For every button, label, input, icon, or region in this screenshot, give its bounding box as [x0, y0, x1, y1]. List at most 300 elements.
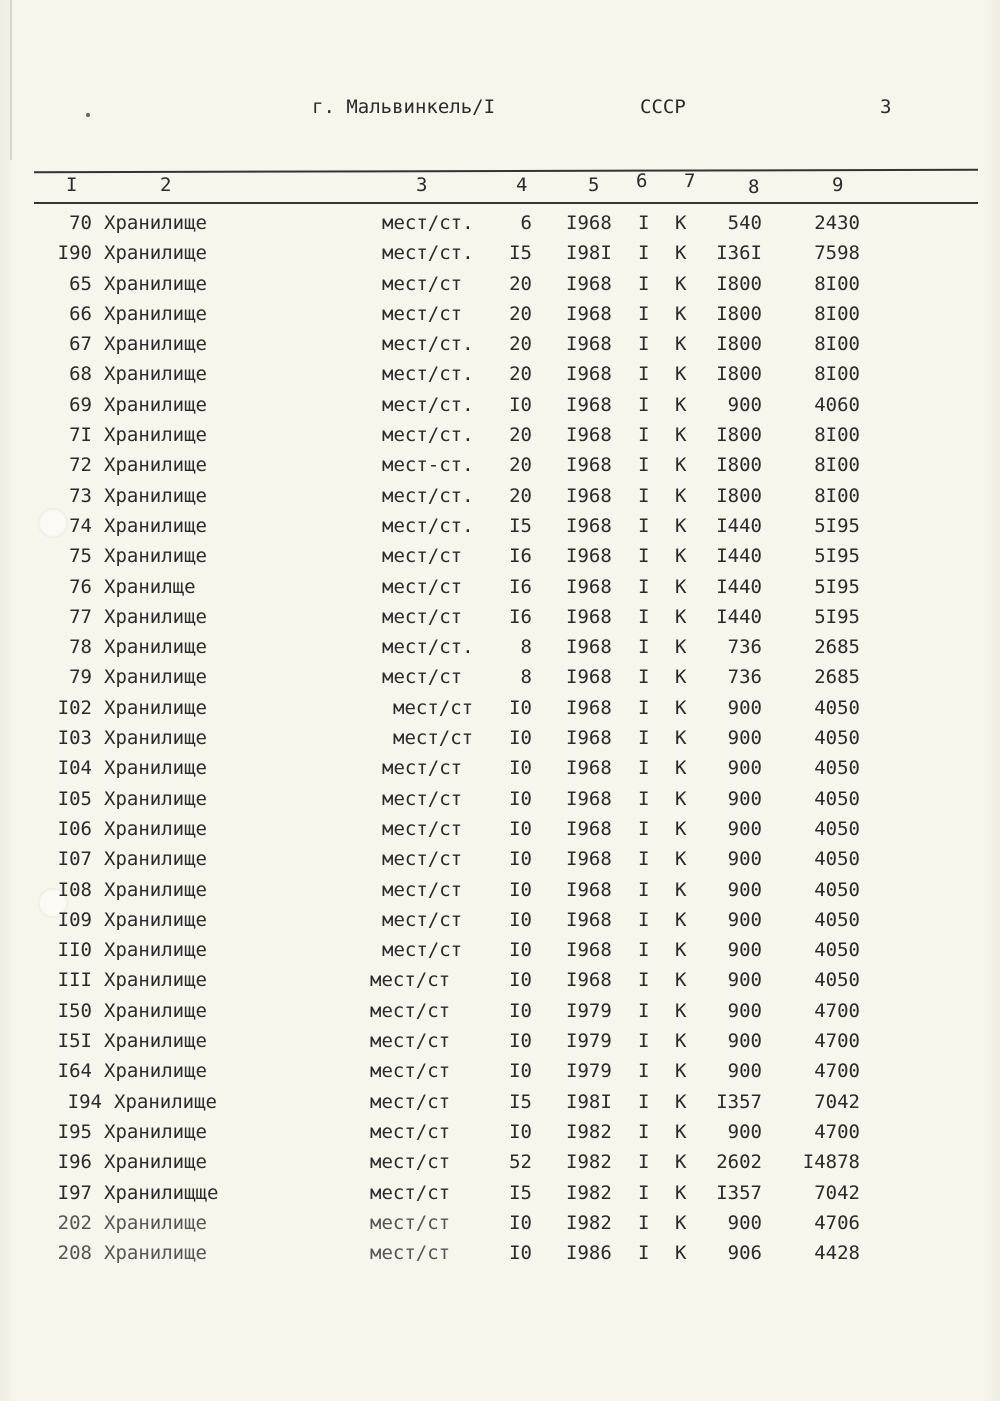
col-header-1: I — [66, 174, 78, 196]
table-row — [0, 1208, 1000, 1238]
row-col6: I — [638, 817, 650, 840]
row-number: 72 — [69, 454, 92, 477]
row-col4: I5 — [509, 1181, 532, 1204]
table-top-rule — [34, 169, 978, 173]
row-col4: 20 — [509, 272, 532, 295]
row-name: Хранилище — [104, 393, 207, 416]
row-col9: 2685 — [814, 666, 860, 689]
row-col8: 906 — [727, 1242, 762, 1265]
table-row — [0, 632, 1000, 662]
row-col8: I357 — [716, 1090, 762, 1113]
row-col6: I — [638, 514, 650, 537]
row-col9: 5I95 — [814, 514, 860, 537]
row-col7: К — [675, 1120, 687, 1143]
row-col6: I — [638, 908, 650, 931]
row-col8: I440 — [716, 605, 762, 628]
row-name: Хранилище — [104, 969, 207, 992]
row-col6: I — [638, 424, 650, 447]
row-year: I968 — [566, 333, 612, 356]
row-type: мест/ст — [370, 1211, 451, 1234]
row-col9: 4700 — [814, 1120, 860, 1143]
row-number: I03 — [57, 727, 92, 750]
table-row — [0, 481, 1000, 511]
table-row — [0, 541, 1000, 571]
row-year: I968 — [566, 545, 612, 568]
row-col7: К — [675, 636, 687, 659]
table-row — [0, 784, 1000, 814]
row-col8: I440 — [716, 545, 762, 568]
row-col6: I — [638, 757, 650, 780]
row-col4: 20 — [509, 454, 532, 477]
row-col4: I0 — [509, 908, 532, 931]
row-col9: 4700 — [814, 1060, 860, 1083]
row-col6: I — [638, 848, 650, 871]
row-col7: К — [675, 484, 687, 507]
row-col6: I — [638, 1060, 650, 1083]
table-row — [0, 996, 1000, 1026]
row-col6: I — [638, 969, 650, 992]
row-number: 75 — [69, 545, 92, 568]
row-name: Хранилище — [104, 787, 207, 810]
row-col9: 7042 — [814, 1181, 860, 1204]
row-col9: 8I00 — [814, 424, 860, 447]
row-col8: 736 — [727, 636, 762, 659]
row-col8: I800 — [716, 424, 762, 447]
row-col4: 20 — [509, 363, 532, 386]
row-col9: 8I00 — [814, 272, 860, 295]
row-year: I98I — [566, 1090, 612, 1113]
row-col8: 900 — [727, 787, 762, 810]
row-number: 65 — [69, 272, 92, 295]
table-row — [0, 1026, 1000, 1056]
table-row — [0, 299, 1000, 329]
row-type: мест/ст — [382, 302, 463, 325]
row-type: мест/ст — [382, 787, 463, 810]
row-name: Хранилище — [104, 666, 207, 689]
row-type: мест/ст — [382, 908, 463, 931]
header-city: г. Мальвинкель/I — [312, 96, 496, 118]
table-row — [0, 905, 1000, 935]
row-name: Хранилище — [104, 636, 207, 659]
table-row — [0, 723, 1000, 753]
row-col6: I — [638, 1181, 650, 1204]
row-col8: 736 — [727, 666, 762, 689]
row-name: Хранилище — [104, 727, 207, 750]
row-col9: 4428 — [814, 1242, 860, 1265]
table-row — [0, 844, 1000, 874]
row-name: Хранилище — [104, 333, 207, 356]
row-type: мест/ст. — [382, 484, 474, 507]
row-year: I968 — [566, 363, 612, 386]
row-number: 78 — [69, 636, 92, 659]
row-type: мест/ст — [382, 605, 463, 628]
row-number: 70 — [69, 212, 92, 234]
row-year: I968 — [566, 666, 612, 689]
table-row — [0, 329, 1000, 359]
header-country: СССР — [640, 96, 686, 118]
row-col7: К — [675, 1211, 687, 1234]
row-col7: К — [675, 696, 687, 719]
row-year: I968 — [566, 484, 612, 507]
row-col6: I — [638, 605, 650, 628]
table-row — [0, 1087, 1000, 1117]
row-year: I986 — [566, 1242, 612, 1265]
row-number: I96 — [57, 1151, 92, 1174]
table-row — [0, 662, 1000, 692]
row-col9: 4050 — [814, 848, 860, 871]
row-number: I04 — [57, 757, 92, 780]
row-col6: I — [638, 727, 650, 750]
row-col6: I — [638, 454, 650, 477]
row-year: I968 — [566, 575, 612, 598]
row-col8: 900 — [727, 393, 762, 416]
table-row — [0, 572, 1000, 602]
row-year: I968 — [566, 514, 612, 537]
row-col6: I — [638, 242, 650, 265]
row-col9: 4050 — [814, 757, 860, 780]
row-type: мест/ст — [370, 1060, 451, 1083]
row-col6: I — [638, 545, 650, 568]
row-year: I968 — [566, 605, 612, 628]
row-col8: 900 — [727, 757, 762, 780]
table-row — [0, 238, 1000, 268]
table-row — [0, 602, 1000, 632]
row-type: мест/ст — [382, 545, 463, 568]
row-type: мест/ст — [382, 848, 463, 871]
row-col7: К — [675, 1151, 687, 1174]
row-col6: I — [638, 1120, 650, 1143]
row-name: Хранилище — [104, 272, 207, 295]
row-col8: 900 — [727, 1120, 762, 1143]
row-year: I968 — [566, 636, 612, 659]
row-col4: I0 — [509, 999, 532, 1022]
row-number: 202 — [57, 1211, 92, 1234]
row-year: I968 — [566, 787, 612, 810]
row-number: I64 — [57, 1060, 92, 1083]
row-name: Хранилищще — [104, 1181, 219, 1204]
row-col9: 4050 — [814, 939, 860, 962]
row-col4: I0 — [509, 1030, 532, 1053]
row-col9: 8I00 — [814, 302, 860, 325]
row-col6: I — [638, 999, 650, 1022]
row-year: I968 — [566, 424, 612, 447]
row-col6: I — [638, 212, 650, 234]
row-col7: К — [675, 545, 687, 568]
row-col4: I0 — [509, 1060, 532, 1083]
table-row — [0, 1117, 1000, 1147]
row-col6: I — [638, 575, 650, 598]
row-col8: 900 — [727, 969, 762, 992]
row-number: 68 — [69, 363, 92, 386]
row-col4: 6 — [520, 212, 532, 234]
row-type: мест/ст — [382, 878, 463, 901]
row-type: мест/ст — [370, 1242, 451, 1265]
row-type: мест/ст — [382, 666, 463, 689]
row-year: I968 — [566, 939, 612, 962]
row-col9: 8I00 — [814, 454, 860, 477]
row-type: мест/ст — [370, 1030, 451, 1053]
row-name: Хранилище — [104, 1211, 207, 1234]
row-col8: 900 — [727, 848, 762, 871]
row-col6: I — [638, 696, 650, 719]
row-name: Хранилище — [114, 1090, 217, 1113]
row-year: I968 — [566, 757, 612, 780]
row-type: мест/ст — [370, 969, 451, 992]
row-col8: I440 — [716, 575, 762, 598]
page-number: 3 — [880, 96, 892, 118]
row-number: 76 — [69, 575, 92, 598]
row-name: Хранилище — [104, 545, 207, 568]
row-col8: I440 — [716, 514, 762, 537]
row-name: Хранилище — [104, 999, 207, 1022]
row-col8: 900 — [727, 1211, 762, 1234]
row-number: 67 — [69, 333, 92, 356]
row-col6: I — [638, 363, 650, 386]
row-col7: К — [675, 302, 687, 325]
row-col9: 4706 — [814, 1211, 860, 1234]
row-col6: I — [638, 302, 650, 325]
row-col7: К — [675, 999, 687, 1022]
table-row — [0, 693, 1000, 723]
row-number: I02 — [57, 696, 92, 719]
row-col6: I — [638, 1242, 650, 1265]
row-name: Хранилище — [104, 696, 207, 719]
row-type: мест/ст. — [382, 242, 474, 265]
row-col6: I — [638, 272, 650, 295]
row-name: Хранилище — [104, 605, 207, 628]
row-col7: К — [675, 605, 687, 628]
row-col9: 4050 — [814, 908, 860, 931]
row-col9: 2685 — [814, 636, 860, 659]
row-type: мест/ст — [370, 1181, 451, 1204]
row-number: I06 — [57, 817, 92, 840]
row-year: I968 — [566, 969, 612, 992]
col-header-6: 6 — [636, 170, 648, 192]
row-type: мест/ст — [382, 817, 463, 840]
row-col8: 900 — [727, 1030, 762, 1053]
row-col7: К — [675, 393, 687, 416]
table-row — [0, 269, 1000, 299]
row-col8: I357 — [716, 1181, 762, 1204]
row-col9: 5I95 — [814, 605, 860, 628]
row-col9: 4700 — [814, 999, 860, 1022]
row-col4: I5 — [509, 1090, 532, 1113]
row-number: 79 — [69, 666, 92, 689]
row-col4: I0 — [509, 848, 532, 871]
row-year: I979 — [566, 999, 612, 1022]
row-col8: 900 — [727, 1060, 762, 1083]
row-col4: 20 — [509, 484, 532, 507]
table-row — [0, 1147, 1000, 1177]
row-type: мест/ст — [382, 575, 463, 598]
row-type: мест/ст — [393, 727, 474, 750]
row-col4: I0 — [509, 727, 532, 750]
row-col4: I0 — [509, 1120, 532, 1143]
row-number: I95 — [57, 1120, 92, 1143]
row-col8: I800 — [716, 484, 762, 507]
row-col8: 540 — [727, 212, 762, 234]
row-col7: К — [675, 908, 687, 931]
row-col7: К — [675, 363, 687, 386]
table-row — [0, 814, 1000, 844]
row-year: I968 — [566, 272, 612, 295]
row-year: I968 — [566, 908, 612, 931]
row-col7: К — [675, 575, 687, 598]
row-col9: 7598 — [814, 242, 860, 265]
row-col7: К — [675, 514, 687, 537]
table-row — [0, 450, 1000, 480]
page-header — [0, 96, 1000, 124]
row-col9: 2430 — [814, 212, 860, 234]
row-year: I968 — [566, 848, 612, 871]
row-col6: I — [638, 878, 650, 901]
row-type: мест/ст. — [382, 333, 474, 356]
row-col4: 20 — [509, 424, 532, 447]
row-name: Хранилище — [104, 514, 207, 537]
row-year: I979 — [566, 1030, 612, 1053]
col-header-2: 2 — [160, 174, 172, 196]
row-col7: К — [675, 1030, 687, 1053]
row-col8: 900 — [727, 878, 762, 901]
row-col4: 20 — [509, 333, 532, 356]
row-col4: I5 — [509, 242, 532, 265]
row-year: I979 — [566, 1060, 612, 1083]
row-year: I982 — [566, 1151, 612, 1174]
table-row — [0, 208, 1000, 238]
row-year: I968 — [566, 212, 612, 234]
row-year: I982 — [566, 1181, 612, 1204]
table-body — [0, 208, 1000, 1268]
row-col6: I — [638, 939, 650, 962]
row-col7: К — [675, 454, 687, 477]
row-type: мест/ст. — [382, 424, 474, 447]
table-row — [0, 753, 1000, 783]
row-col9: 4050 — [814, 969, 860, 992]
row-col7: К — [675, 242, 687, 265]
row-type: мест/ст. — [382, 393, 474, 416]
row-year: I968 — [566, 727, 612, 750]
row-number: 7I — [69, 424, 92, 447]
row-col6: I — [638, 1151, 650, 1174]
row-col7: К — [675, 727, 687, 750]
row-col9: 4060 — [814, 393, 860, 416]
row-year: I968 — [566, 302, 612, 325]
row-col8: I36I — [716, 242, 762, 265]
row-col8: I800 — [716, 333, 762, 356]
row-year: I982 — [566, 1211, 612, 1234]
row-col7: К — [675, 333, 687, 356]
col-header-4: 4 — [516, 174, 528, 196]
row-col4: I0 — [509, 878, 532, 901]
row-col4: I0 — [509, 939, 532, 962]
row-name: Хранилище — [104, 908, 207, 931]
row-col7: К — [675, 1060, 687, 1083]
row-type: мест/ст — [370, 999, 451, 1022]
row-number: I94 — [67, 1090, 102, 1113]
row-col9: I4878 — [802, 1151, 860, 1174]
table-row — [0, 390, 1000, 420]
row-col8: 900 — [727, 908, 762, 931]
row-name: Хранилище — [104, 1120, 207, 1143]
table-row — [0, 1238, 1000, 1268]
row-type: мест/ст — [382, 757, 463, 780]
row-type: мест/ст. — [382, 212, 474, 234]
row-year: I968 — [566, 393, 612, 416]
table-row — [0, 935, 1000, 965]
row-name: Хранилище — [104, 757, 207, 780]
row-name: Хранилище — [104, 242, 207, 265]
row-number: I5I — [57, 1030, 92, 1053]
row-type: мест/ст — [370, 1151, 451, 1174]
row-col8: I800 — [716, 272, 762, 295]
row-col9: 7042 — [814, 1090, 860, 1113]
row-col6: I — [638, 484, 650, 507]
row-col9: 4050 — [814, 878, 860, 901]
row-type: мест/ст. — [382, 363, 474, 386]
row-col7: К — [675, 969, 687, 992]
row-col8: 2602 — [716, 1151, 762, 1174]
row-name: Хранилище — [104, 302, 207, 325]
row-col6: I — [638, 1090, 650, 1113]
row-name: Хранилище — [104, 817, 207, 840]
row-type: мест/ст — [370, 1120, 451, 1143]
row-number: 69 — [69, 393, 92, 416]
row-col6: I — [638, 1030, 650, 1053]
row-number: II0 — [57, 939, 92, 962]
row-number: 73 — [69, 484, 92, 507]
row-number: I05 — [57, 787, 92, 810]
row-name: Хранилище — [104, 939, 207, 962]
row-number: 77 — [69, 605, 92, 628]
row-col7: К — [675, 817, 687, 840]
col-header-9: 9 — [832, 174, 844, 196]
row-year: I968 — [566, 817, 612, 840]
row-col8: 900 — [727, 727, 762, 750]
row-number: III — [57, 969, 92, 992]
table-row — [0, 1178, 1000, 1208]
row-col4: 20 — [509, 302, 532, 325]
row-col4: I0 — [509, 1242, 532, 1265]
row-col7: К — [675, 878, 687, 901]
row-col4: I6 — [509, 545, 532, 568]
table-row — [0, 511, 1000, 541]
row-col4: I0 — [509, 1211, 532, 1234]
row-name: Хранилище — [104, 1060, 207, 1083]
row-col4: I0 — [509, 969, 532, 992]
row-col7: К — [675, 1242, 687, 1265]
row-type: мест/ст. — [382, 636, 474, 659]
table-row — [0, 420, 1000, 450]
row-name: Хранилище — [104, 212, 207, 234]
row-col4: I0 — [509, 787, 532, 810]
row-col8: 900 — [727, 999, 762, 1022]
row-name: Хранилище — [104, 1030, 207, 1053]
row-col7: К — [675, 848, 687, 871]
row-name: Хранилще — [104, 575, 196, 598]
row-col9: 8I00 — [814, 333, 860, 356]
row-number: I50 — [57, 999, 92, 1022]
table-row — [0, 965, 1000, 995]
row-col4: I0 — [509, 817, 532, 840]
row-col8: I800 — [716, 363, 762, 386]
row-number: I97 — [57, 1181, 92, 1204]
row-number: I07 — [57, 848, 92, 871]
row-col7: К — [675, 787, 687, 810]
row-col8: 900 — [727, 817, 762, 840]
row-number: I08 — [57, 878, 92, 901]
row-name: Хранилище — [104, 363, 207, 386]
row-col4: 8 — [520, 636, 532, 659]
